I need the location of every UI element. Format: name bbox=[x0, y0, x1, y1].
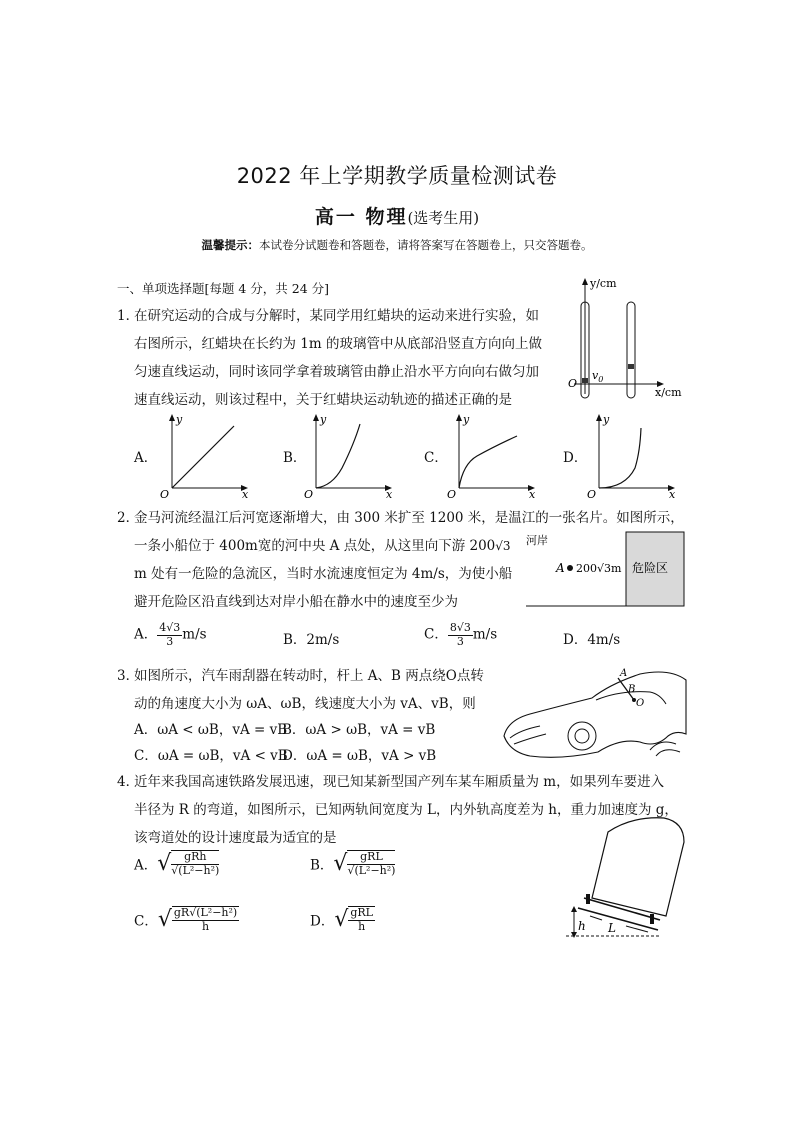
svg-text:O: O bbox=[447, 488, 457, 498]
q3-option-b[interactable]: B．ωA > ωB，vA = vB bbox=[282, 722, 436, 738]
svg-text:y: y bbox=[320, 413, 327, 426]
q4-fig-h: h bbox=[578, 919, 586, 933]
subject-note: (选考生用) bbox=[407, 209, 480, 227]
q1-graph-a bbox=[158, 412, 258, 498]
tip-label: 温馨提示： bbox=[201, 238, 259, 252]
q1-number: 1． bbox=[117, 308, 140, 324]
q1-fig-y-label: y/cm bbox=[590, 277, 617, 290]
svg-text:O: O bbox=[304, 488, 314, 498]
svg-text:y: y bbox=[603, 413, 610, 426]
svg-text:y: y bbox=[176, 413, 183, 426]
q1-fig-v0: $v_0$ bbox=[592, 369, 604, 384]
q3-line-2: 动的角速度大小为 ωA、ωB，线速度大小为 vA、vB，则 bbox=[134, 696, 476, 712]
svg-text:x: x bbox=[529, 488, 536, 498]
q2-number: 2． bbox=[117, 510, 140, 526]
q1-line-3: 匀速直线运动，同时该同学拿着玻璃管由静止沿水平方向向右做匀加 bbox=[134, 364, 539, 380]
q4-option-c[interactable]: C．√ $\frac{\text{gR√(L²−h²)}}{h}$ bbox=[134, 906, 238, 933]
svg-text:x: x bbox=[242, 488, 249, 498]
q1-option-d-label[interactable]: D． bbox=[563, 450, 588, 466]
q1-line-1: 在研究运动的合成与分解时，某同学用红蜡块的运动来进行实验，如 bbox=[134, 308, 539, 324]
q1-fig-origin: O bbox=[568, 377, 578, 390]
q2-line-4: 避开危险区沿直线到达对岸小船在静水中的速度至少为 bbox=[134, 594, 458, 610]
svg-text:x: x bbox=[669, 488, 676, 498]
section-heading: 一、单项选择题[每题 4 分，共 24 分] bbox=[117, 281, 330, 296]
q4-line-2: 半径为 R 的弯道，如图所示，已知两轨间宽度为 L，内外轨高度差为 h，重力加速度为 g， bbox=[134, 802, 678, 818]
q2-option-d[interactable]: D．4m/s bbox=[563, 632, 621, 648]
q1-line-2: 右图所示，红蜡块在长约为 1m 的玻璃管中从底部沿竖直方向向上做 bbox=[134, 336, 542, 352]
q2-option-c[interactable]: C． $\frac{8√3}{3}$ m/s bbox=[424, 621, 498, 648]
q3-option-d[interactable]: D．ωA = ωB，vA > vB bbox=[282, 748, 437, 764]
q1-option-b-label[interactable]: B． bbox=[283, 450, 307, 466]
q2-line-3: m 处有一危险的急流区，当时水流速度恒定为 4m/s，为使小船 bbox=[134, 566, 513, 582]
q2-sqrt3: √3 bbox=[495, 539, 511, 553]
warm-tip bbox=[0, 237, 794, 253]
q2-river-figure bbox=[520, 528, 690, 610]
q3-option-c[interactable]: C．ωA = ωB，vA < vB bbox=[134, 748, 288, 764]
q1-line-4: 速直线运动，则该过程中，关于红蜡块运动轨迹的描述正确的是 bbox=[134, 392, 512, 408]
q4-train-figure bbox=[560, 812, 690, 952]
q2-danger-label: 危险区 bbox=[632, 561, 669, 575]
q1-tube-figure bbox=[560, 274, 690, 404]
subject-label: 高一 物理 bbox=[314, 206, 408, 228]
q3-number: 3． bbox=[117, 668, 140, 684]
q2-line-2: 一条小船位于 400m宽的河中央 A 点处，从这里向下游 200√3 bbox=[134, 538, 511, 554]
q2-bank-label: 河岸 bbox=[526, 534, 548, 547]
svg-text:O: O bbox=[160, 488, 170, 498]
q1-option-a-label[interactable]: A． bbox=[134, 450, 158, 466]
exam-subtitle bbox=[0, 202, 794, 229]
q4-line-3: 该弯道处的设计速度最为适宜的是 bbox=[134, 830, 337, 846]
q1-graph-d bbox=[585, 412, 685, 498]
q2-point-a: A bbox=[556, 561, 565, 575]
q3-line-1: 如图所示，汽车雨刮器在转动时，杆上 A、B 两点绕O点转 bbox=[134, 668, 484, 684]
exam-title: 2022 年上学期教学质量检测试卷 bbox=[236, 164, 558, 188]
q1-fig-x-label: x/cm bbox=[655, 386, 682, 399]
q3-fig-a: A bbox=[620, 668, 628, 679]
q1-graph-c bbox=[445, 412, 545, 498]
q4-option-b[interactable]: B．√ $\frac{\text{gRL}}{\text{√(L²−h²)}}$ bbox=[310, 850, 396, 877]
q4-number: 4． bbox=[117, 774, 140, 790]
q4-option-d[interactable]: D．√ $\frac{\text{gRL}}{h}$ bbox=[310, 906, 373, 933]
svg-text:y: y bbox=[463, 413, 470, 426]
q3-fig-o: O bbox=[636, 698, 645, 709]
svg-text:x: x bbox=[386, 488, 393, 498]
q4-fig-l: L bbox=[608, 921, 616, 935]
q2-option-a[interactable]: A． $\frac{4√3}{3}$ m/s bbox=[134, 621, 207, 648]
q1-graph-b bbox=[302, 412, 402, 498]
q3-fig-b: B bbox=[628, 684, 636, 695]
q4-option-a[interactable]: A．√ $\frac{\text{gRh}}{\text{√(L²−h²)}}$ bbox=[134, 850, 220, 877]
q3-option-a[interactable]: A．ωA < ωB，vA = vB bbox=[134, 722, 288, 738]
tip-text: 本试卷分试题卷和答题卷，请将答案写在答题卷上，只交答题卷。 bbox=[259, 238, 593, 252]
q2-option-b[interactable]: B．2m/s bbox=[283, 632, 340, 648]
q2-distance-label: 200√3m bbox=[576, 562, 622, 575]
q2-line-1: 金马河流经温江后河宽逐渐增大，由 300 米扩至 1200 米，是温江的一张名片。如图所示， bbox=[134, 510, 684, 526]
q4-line-1: 近年来我国高速铁路发展迅速，现已知某新型国产列车某车厢质量为 m，如果列车要进入 bbox=[134, 774, 665, 790]
svg-text:O: O bbox=[587, 488, 597, 498]
q1-option-c-label[interactable]: C． bbox=[424, 450, 448, 466]
q3-car-figure bbox=[500, 660, 690, 770]
